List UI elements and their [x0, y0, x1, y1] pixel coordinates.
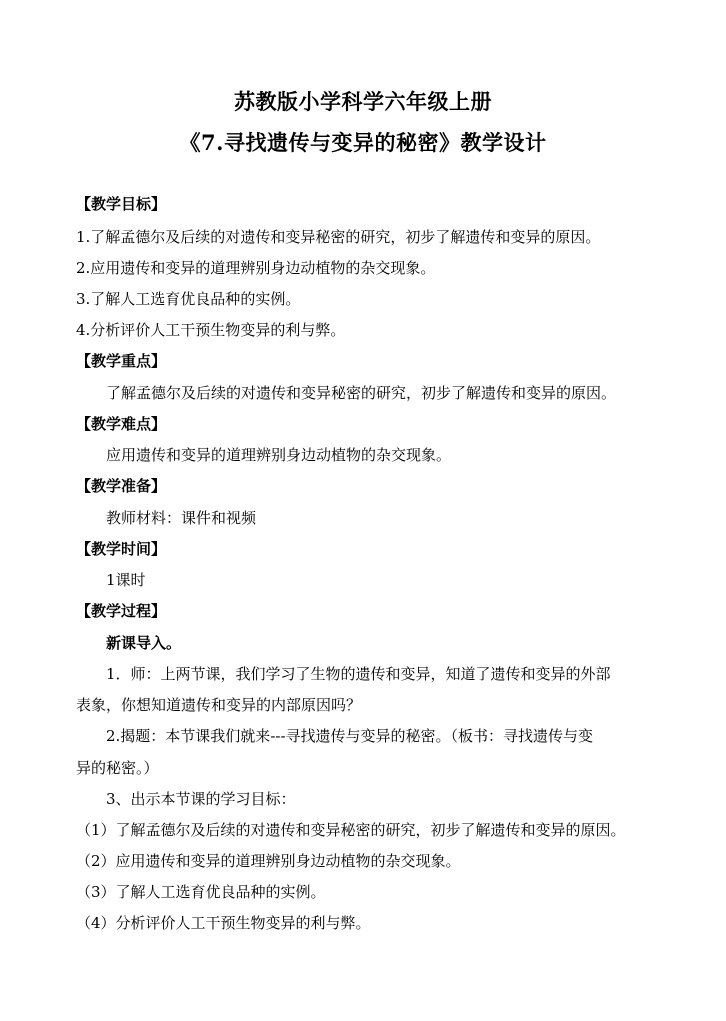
time-text: 1课时: [106, 571, 146, 589]
difficulties-text: 应用遗传和变异的道理辨别身边动植物的杂交现象。: [106, 446, 452, 464]
objective-item-4: 4.分析评价人工干预生物变异的利与弊。: [76, 321, 346, 339]
preparation-heading: 【教学准备】: [76, 477, 167, 495]
process-goal-4: （4）分析评价人工干预生物变异的利与弊。: [76, 914, 371, 932]
key-points-text: 了解孟德尔及后续的对遗传和变异秘密的研究，初步了解遗传和变异的原因。: [106, 384, 617, 402]
document-title-line1: 苏教版小学科学六年级上册: [234, 89, 492, 114]
process-paragraph-2-line-1: 2.揭题：本节课我们就来---寻找遗传与变异的秘密。（板书：寻找遗传与变: [106, 727, 594, 745]
process-goal-3: （3）了解人工选育优良品种的实例。: [76, 883, 326, 901]
process-heading: 【教学过程】: [76, 602, 167, 620]
preparation-text: 教师材料：课件和视频: [106, 509, 257, 527]
process-paragraph-2-line-2: 异的秘密。）: [76, 759, 159, 777]
objectives-heading: 【教学目标】: [76, 195, 167, 213]
key-points-heading: 【教学重点】: [76, 352, 167, 370]
document-title-line2: 《7.寻找遗传与变异的秘密》教学设计: [179, 130, 547, 155]
process-paragraph-1-line-1: 1．师：上两节课，我们学习了生物的遗传和变异，知道了遗传和变异的外部: [106, 665, 611, 683]
process-paragraph-3: 3、出示本节课的学习目标：: [106, 790, 296, 808]
difficulties-heading: 【教学难点】: [76, 415, 167, 433]
objective-item-1: 1.了解孟德尔及后续的对遗传和变异秘密的研究，初步了解遗传和变异的原因。: [76, 228, 601, 246]
process-goal-1: （1）了解孟德尔及后续的对遗传和变异秘密的研究，初步了解遗传和变异的原因。: [76, 821, 626, 839]
process-paragraph-1-line-2: 表象，你想知道遗传和变异的内部原因吗？: [76, 696, 362, 714]
process-intro: 新课导入。: [106, 634, 182, 652]
objective-item-2: 2.应用遗传和变异的道理辨别身边动植物的杂交现象。: [76, 259, 436, 277]
time-heading: 【教学时间】: [76, 540, 167, 558]
objective-item-3: 3.了解人工选育优良品种的实例。: [76, 290, 301, 308]
process-goal-2: （2）应用遗传和变异的道理辨别身边动植物的杂交现象。: [76, 852, 461, 870]
